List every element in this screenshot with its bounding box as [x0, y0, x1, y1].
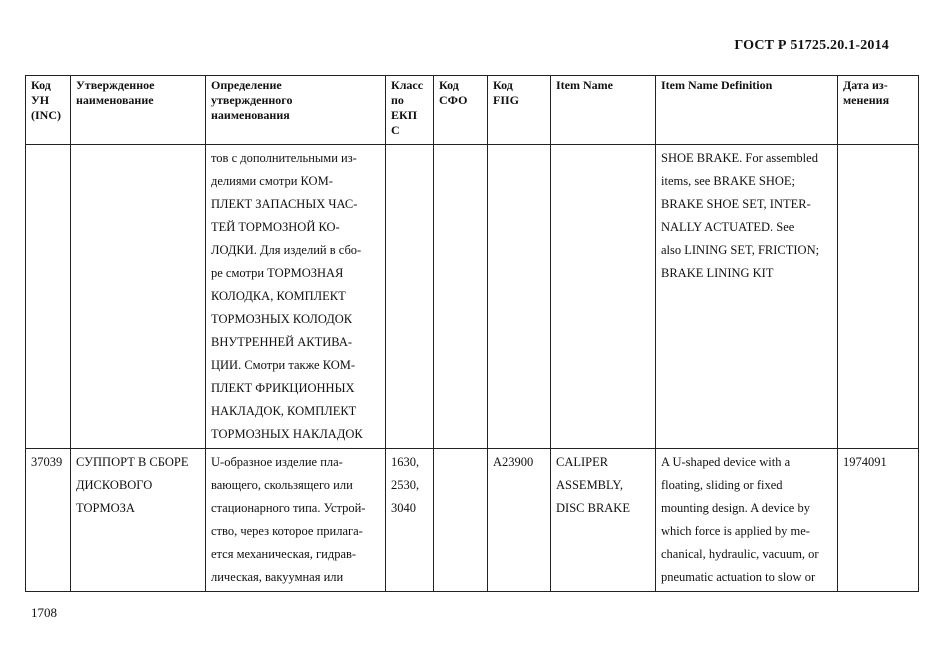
col-item-name-header: [551, 76, 656, 145]
col-change-date-cell: [838, 449, 919, 592]
cell-line: CALIPER: [556, 455, 609, 469]
cell-line: ство, через которое прилага-: [211, 524, 363, 538]
table-row: [26, 449, 919, 592]
cell-line: SHOE BRAKE. For assembled: [661, 151, 818, 165]
cell-line: ре смотри ТОРМОЗНАЯ: [211, 266, 344, 280]
cell-line: 1630,: [391, 455, 420, 469]
cell-line: ПЛЕКТ ЗАПАСНЫХ ЧАС-: [211, 197, 358, 211]
cell-line: ТОРМОЗНЫХ КОЛОДОК: [211, 312, 353, 326]
header-line: Определение: [211, 78, 282, 92]
header-line: менения: [843, 93, 890, 107]
cell-line: DISC BRAKE: [556, 501, 630, 515]
col-code-un-cell: [26, 449, 71, 592]
cell-line: ВНУТРЕННЕЙ АКТИВА-: [211, 335, 353, 349]
col-definition-cell: [206, 449, 386, 592]
cell-line: делиями смотри КОМ-: [211, 174, 333, 188]
cell-line: ТЕЙ ТОРМОЗНОЙ КО-: [211, 220, 340, 234]
cell-line: ПЛЕКТ ФРИКЦИОННЫХ: [211, 381, 355, 395]
col-item-definition-cell: [656, 449, 838, 592]
cell-line: pneumatic actuation to slow or: [661, 570, 816, 584]
col-class-header: [386, 76, 434, 145]
header-line: (INC): [31, 108, 61, 122]
cell-line: 3040: [391, 501, 416, 515]
catalog-table: [25, 75, 919, 592]
cell-line: items, see BRAKE SHOE;: [661, 174, 796, 188]
col-class-cell: [386, 449, 434, 592]
col-approved-name-cell: [71, 449, 206, 592]
col-item-definition-header: [656, 76, 838, 145]
cell-line: 1974091: [843, 455, 887, 469]
col-code-un-header: [26, 76, 71, 145]
page-number: 1708: [31, 605, 57, 620]
cell-line: mounting design. A device by: [661, 501, 810, 515]
cell-line: КОЛОДКА, КОМПЛЕКТ: [211, 289, 346, 303]
col-definition-cell: [206, 145, 386, 449]
col-fiig-code-cell: [488, 145, 551, 449]
header-line: Дата из-: [843, 78, 888, 92]
cell-line: 37039: [31, 455, 63, 469]
col-sfo-code-header: [434, 76, 488, 145]
cell-line: ТОРМОЗА: [76, 501, 135, 515]
header-line: Код: [439, 78, 459, 92]
cell-line: ДИСКОВОГО: [76, 478, 153, 492]
cell-line: НАКЛАДОК, КОМПЛЕКТ: [211, 404, 357, 418]
col-item-definition-cell: [656, 145, 838, 449]
cell-line: СУППОРТ В СБОРЕ: [76, 455, 189, 469]
header-line: Утвержденное: [76, 78, 155, 92]
cell-line: тов с дополнительными из-: [211, 151, 357, 165]
header-line: Item Name Definition: [661, 78, 773, 92]
table-row: [26, 145, 919, 449]
col-definition-header: [206, 76, 386, 145]
header-line: УН: [31, 93, 50, 107]
header-line: наименование: [76, 93, 154, 107]
header-line: Item Name: [556, 78, 613, 92]
header-line: С: [391, 123, 400, 137]
cell-line: стационарного типа. Устрой-: [211, 501, 366, 515]
cell-line: BRAKE SHOE SET, INTER-: [661, 197, 811, 211]
col-item-name-cell: [551, 145, 656, 449]
col-class-cell: [386, 145, 434, 449]
col-fiig-code-header: [488, 76, 551, 145]
cell-line: ТОРМОЗНЫХ НАКЛАДОК: [211, 427, 363, 441]
cell-line: вающего, скользящего или: [211, 478, 353, 492]
cell-line: BRAKE LINING KIT: [661, 266, 774, 280]
cell-line: A23900: [493, 455, 534, 469]
cell-line: chanical, hydraulic, vacuum, or: [661, 547, 819, 561]
cell-line: NALLY ACTUATED. See: [661, 220, 795, 234]
col-code-un-cell: [26, 145, 71, 449]
header-line: СФО: [439, 93, 468, 107]
header-line: Класс: [391, 78, 424, 92]
standard-designation: ГОСТ Р 51725.20.1-2014: [734, 38, 889, 53]
header-line: FIIG: [493, 93, 520, 107]
col-change-date-header: [838, 76, 919, 145]
table-header-row: [26, 76, 919, 145]
cell-line: ется механическая, гидрав-: [211, 547, 357, 561]
col-approved-name-cell: [71, 145, 206, 449]
cell-line: ЦИИ. Смотри также КОМ-: [211, 358, 356, 372]
cell-line: also LINING SET, FRICTION;: [661, 243, 820, 257]
header-line: наименования: [211, 108, 290, 122]
header-line: Код: [493, 78, 513, 92]
header-line: ЕКП: [391, 108, 418, 122]
header-line: по: [391, 93, 404, 107]
cell-line: U-образное изделие пла-: [211, 455, 343, 469]
cell-line: ASSEMBLY,: [556, 478, 623, 492]
col-sfo-code-cell: [434, 145, 488, 449]
cell-line: floating, sliding or fixed: [661, 478, 783, 492]
cell-line: лическая, вакуумная или: [211, 570, 344, 584]
col-item-name-cell: [551, 449, 656, 592]
cell-line: which force is applied by me-: [661, 524, 810, 538]
col-change-date-cell: [838, 145, 919, 449]
col-sfo-code-cell: [434, 449, 488, 592]
col-approved-name-header: [71, 76, 206, 145]
col-fiig-code-cell: [488, 449, 551, 592]
header-line: Код: [31, 78, 51, 92]
header-line: утвержденного: [211, 93, 293, 107]
cell-line: 2530,: [391, 478, 420, 492]
cell-line: ЛОДКИ. Для изделий в сбо-: [211, 243, 362, 257]
cell-line: A U-shaped device with a: [661, 455, 791, 469]
